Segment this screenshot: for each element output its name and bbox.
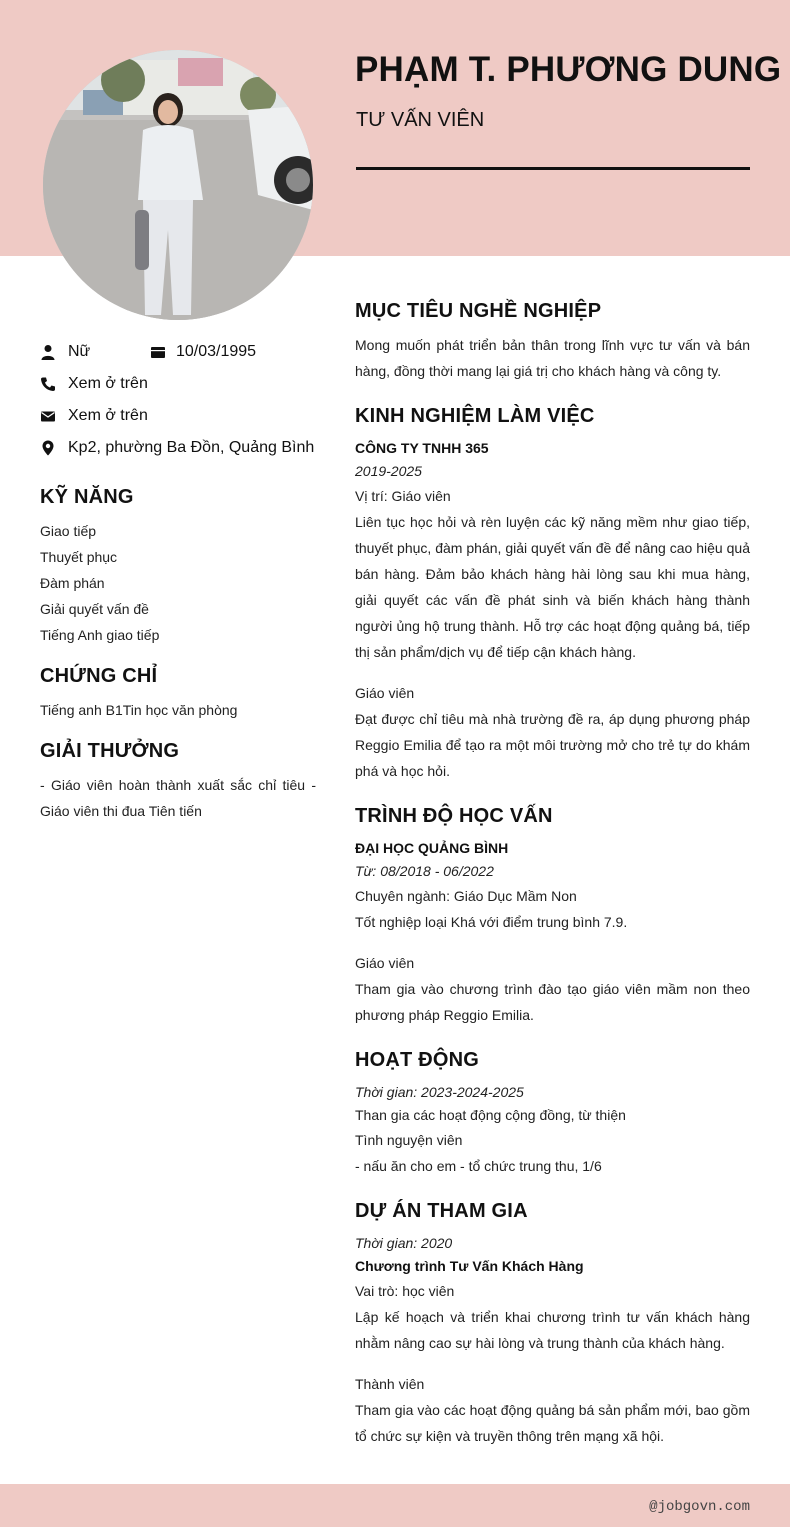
experience-description-2: Đạt được chỉ tiêu mà nhà trường đề ra, áp dụng phương pháp Reggio Emilia để tạo ra một môi trường mở cho trẻ tự do khám phá và học hỏi. (355, 711, 750, 779)
education-description: Tham gia vào chương trình đào tạo giáo viên mầm non theo phương pháp Reggio Emilia. (355, 981, 750, 1023)
person-icon (40, 344, 56, 360)
skill-item: Thuyết phục (40, 549, 118, 565)
projects-section (355, 1200, 750, 1449)
location-pin-icon (40, 440, 56, 456)
profile-photo (43, 50, 313, 320)
education-major: Chuyên ngành: Giáo Dục Mầm Non (355, 888, 577, 904)
phone-row (40, 375, 148, 393)
objective-heading: MỤC TIÊU NGHỀ NGHIỆP (355, 300, 602, 322)
project-description-2: Tham gia vào các hoạt động quảng bá sản phẩm mới, bao gồm tổ chức sự kiện và truyền thông trên mạng xã hội. (355, 1402, 750, 1444)
objective-section (355, 300, 750, 384)
skill-item: Đàm phán (40, 575, 105, 591)
skill-item: Tiếng Anh giao tiếp (40, 627, 160, 643)
birthdate-value: 10/03/1995 (176, 343, 257, 360)
skill-item: Giao tiếp (40, 523, 97, 539)
skills-section (40, 486, 316, 648)
awards-section (40, 740, 316, 824)
birthdate-row (150, 343, 256, 361)
gender-value: Nữ (68, 343, 91, 360)
experience-position: Vị trí: Giáo viên (355, 488, 451, 504)
education-heading: TRÌNH ĐỘ HỌC VẤN (355, 805, 553, 827)
activities-line: - nấu ăn cho em - tổ chức trung thu, 1/6 (355, 1158, 602, 1174)
phone-icon (40, 376, 56, 392)
activities-line: Tình nguyện viên (355, 1132, 463, 1148)
certificates-heading: CHỨNG CHỈ (40, 665, 158, 687)
activities-period: Thời gian: 2023-2024-2025 (355, 1084, 524, 1100)
calendar-icon (150, 344, 166, 360)
gender-row (40, 343, 90, 361)
education-section (355, 805, 750, 1028)
activities-section (355, 1049, 750, 1179)
experience-heading: KINH NGHIỆM LÀM VIỆC (355, 405, 595, 427)
email-row (40, 407, 148, 425)
project-role-2: Thành viên (355, 1376, 425, 1392)
project-description: Lập kế hoạch và triển khai chương trình tư vấn khách hàng nhằm nâng cao sự hài lòng và trung thành của khách hàng. (355, 1309, 750, 1351)
certificates-section (40, 665, 316, 723)
address-value: Kp2, phường Ba Đồn, Quảng Bình (68, 439, 315, 456)
experience-section (355, 405, 750, 784)
activities-line: Than gia các hoạt động cộng đồng, từ thiện (355, 1107, 626, 1123)
experience-role: Giáo viên (355, 685, 415, 701)
experience-description: Liên tục học hỏi và rèn luyện các kỹ năng mềm như giao tiếp, thuyết phục, đàm phán, giải quyết vấn đề để nâng cao hiệu quả bán hàng. Đảm bảo khách hàng hài lòng sau khi mua hàng, giải quyết các vấn đề phát sinh và biến khách hàng thành người ủng hộ trung thành. Hỗ trợ các hoạt động quảng bá, tiếp thị sản phẩm/dịch vụ để tiếp cận khách hàng. (355, 514, 750, 660)
certificates-text: Tiếng anh B1Tin học văn phòng (40, 702, 238, 718)
right-column (355, 300, 750, 1470)
project-role: Vai trò: học viên (355, 1283, 455, 1299)
project-period: Thời gian: 2020 (355, 1235, 453, 1251)
objective-text: Mong muốn phát triển bản thân trong lĩnh vực tư vấn và bán hàng, đồng thời mang lại giá trị cho khách hàng và công ty. (355, 337, 750, 379)
awards-text: - Giáo viên hoàn thành xuất sắc chỉ tiêu - Giáo viên thi đua Tiên tiến (40, 777, 316, 819)
education-period: Từ: 08/2018 - 06/2022 (355, 863, 494, 879)
email-value: Xem ở trên (68, 407, 148, 424)
phone-value: Xem ở trên (68, 375, 148, 392)
activities-heading: HOẠT ĐỘNG (355, 1049, 480, 1071)
school-name: ĐẠI HỌC QUẢNG BÌNH (355, 840, 509, 856)
company-name: CÔNG TY TNHH 365 (355, 440, 489, 456)
mail-icon (40, 408, 56, 424)
skills-heading: KỸ NĂNG (40, 486, 134, 508)
left-column (40, 486, 316, 841)
project-name: Chương trình Tư Vấn Khách Hàng (355, 1258, 584, 1274)
education-result: Tốt nghiệp loại Khá với điểm trung bình 7.9. (355, 914, 628, 930)
job-title: TƯ VẤN VIÊN (356, 109, 485, 131)
title-divider (356, 167, 750, 170)
candidate-name: PHẠM T. PHƯƠNG DUNG (355, 50, 782, 89)
address-row (40, 439, 314, 457)
experience-period: 2019-2025 (355, 463, 422, 479)
footer-watermark: @jobgovn.com (649, 1499, 750, 1515)
awards-heading: GIẢI THƯỞNG (40, 740, 180, 762)
education-role: Giáo viên (355, 955, 415, 971)
projects-heading: DỰ ÁN THAM GIA (355, 1200, 528, 1222)
skill-item: Giải quyết vấn đề (40, 601, 149, 617)
